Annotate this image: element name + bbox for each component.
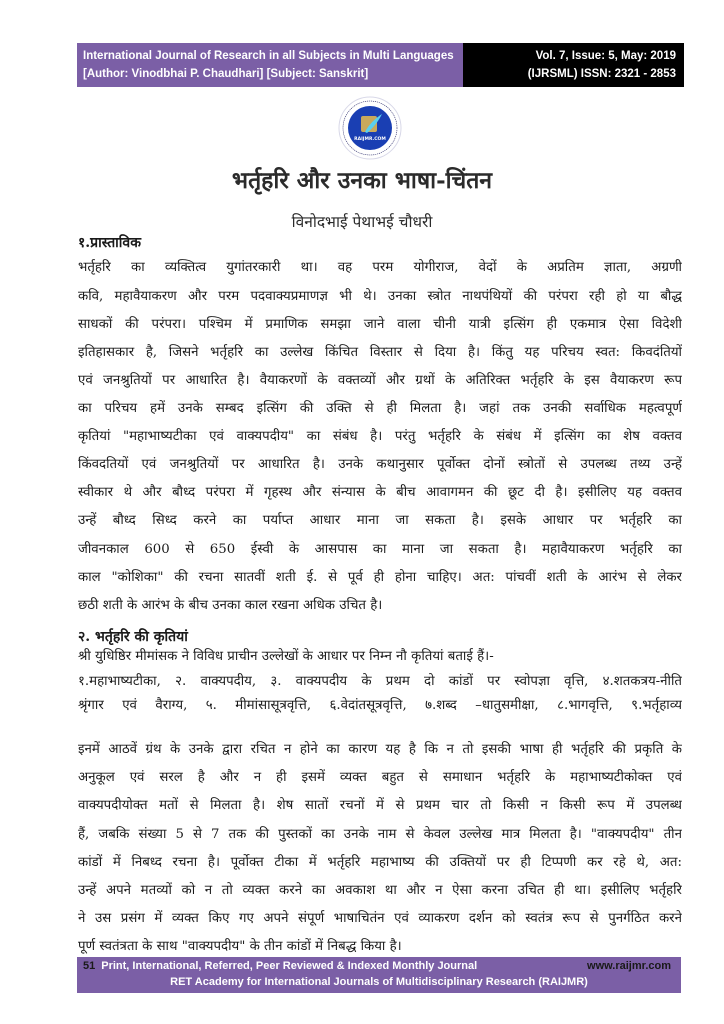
volume-issue: Vol. 7, Issue: 5, May: 2019 [535,50,676,62]
author-subject: [Author: Vinodbhai P. Chaudhari] [Subject: Sanskrit] [83,68,369,80]
journal-tagline: Print, International, Referred, Peer Reviewed & Indexed Monthly Journal [101,960,478,972]
paragraph-line: इतिहासकार है, जिसने भर्तृहरि का उल्लेख किंचित विस्तार से दिया है। किंतु यह परिचय स्वत: किवदंतियों [78,345,682,360]
page-number: 51 [83,960,96,972]
paragraph-line: जीवनकाल 600 से 650 ईस्वी के आसपास का माना जा सकता है। महावैयाकरण भर्तृहरि का [78,542,682,557]
paragraph-line: एवं जनश्रुतियों पर आधारित है। वैयाकरणों के वक्तव्यों और ग्रथों के अतिरिक्त भर्तृहरि के इस वैयाकरण रूप [78,373,682,388]
journal-footer [77,957,681,993]
journal-header-right [463,43,684,87]
journal-title: International Journal of Research in all Subjects in Multi Languages [83,50,454,62]
journal-header [77,43,684,87]
paragraph-line: का परिचय हमें उनके सम्बद इत्सिंग की उक्ति से ही मिलता है। जहां तक उनकी सर्वाधिक महत्वपूर्ण [78,401,682,416]
paragraph-line: पूर्ण स्वतंत्रता के साथ "वाक्यपदीय" के तीन कांडों में निबद्ध किया है। [78,939,402,954]
journal-url-link[interactable]: www.raijmr.com [587,960,671,972]
paragraph-line: श्री युधिष्ठिर मीमांसक ने विविध प्राचीन उल्लेखों के आधार पर निम्न नौ कृतियां बताई हैं।- [78,649,494,664]
paragraph-line: वाक्यपदीयोक्त मतों से मिलता है। शेष सातों रचनों में से प्रथम चार तो किसी न किसी रूप में उपलब्ध [78,798,682,813]
paragraph-line: स्वीकार थे और बौध्द परंपरा में गृहस्थ और संन्यास के बीच आवागमन की छूट दी है। इसीलिए यह वक्तव [78,485,682,500]
issn: (IJRSML) ISSN: 2321 - 2853 [527,68,676,80]
paragraph-line: साधकों की परंपरा। पश्चिम में प्रमाणिक समझा जाने वाला चीनी यात्री इत्सिंग ही एकमात्र ऐसा विदेशी [78,317,682,332]
paragraph-line: काल "कोशिका" की रचना सातवीं शती ई. से पूर्व ही होना चाहिए। अत: पांचवीं शती के आरंभ से लेकर [78,570,682,585]
paragraph-line: इनमें आठवें ग्रंथ के उनके द्वारा रचित न होने का कारण यह है कि न तो इसकी भाषा ही भर्तृहरि की प्रकृति के [78,742,682,757]
svg-text:RAIJMR.COM: RAIJMR.COM [354,137,386,142]
paragraph-line: कवि, महावैयाकरण और परम पदवाक्यप्रमाणज्ञ भी थे। उनका स्त्रोत नाथपंथियों की परंपरा रही हो या बौद्ध [78,289,682,304]
paragraph-line: कृतियां "महाभाष्यटीका एवं वाक्यपदीय" का संबंध है। परंतु भर्तृहरि के संबंध में इत्सिंग का शेष वक्तव [78,429,682,444]
paragraph-line: ने उस प्रसंग में व्यक्त किए गए अपने संपूर्ण भाषाचितंन एवं व्याकरण दर्शन को स्वतंत्र रूप से पुनर्गठित करने [78,911,682,926]
paragraph-line: १.महाभाष्यटीका, २. वाक्यपदीय, ३. वाक्यपदीय के प्रथम दो कांडों पर स्वोपज्ञा वृत्ति, ४.शतकत्रय-नीति [78,674,682,689]
paragraph-line: भर्तृहरि का व्यक्तित्व युगांतरकारी था। वह परम योगीराज, वेदों के अप्रतिम ज्ञाता, अग्रणी [78,260,682,275]
paragraph-line: छठी शती के आरंभ के बीच उनका काल रखना अधिक उचित है। [78,598,383,613]
paragraph-line: श्रृंगार एवं वैराग्य, ५. मीमांसासूत्रवृत्ति, ६.वेदांतसूत्रवृत्ति, ७.शब्द –धातुसमीक्षा, ८.भागवृत्ति, ९.भर्तृहाव्य [78,698,682,713]
section-heading-introduction: १.प्रास्ताविक [78,235,141,251]
article-title: भर्तृहरि और उनका भाषा-चिंतन [231,167,493,194]
paragraph-line: अनुकूल एवं सरल है और न ही इसमें व्यक्त बहुत से समाधान भर्तृहरि के महाभाष्यटीकोक्त एवं [78,770,682,785]
paragraph-line: हैं, जबकि संख्या 5 से 7 तक की पुस्तकों का उनके नाम से केवल उल्लेख मात्र मिलता है। "वाक्यपदीय" तीन [78,827,682,842]
paragraph-line: उन्हें बौध्द सिध्द करने का पर्याप्त आधार माना जा सकता है। इसके आधार पर भर्तृहरि का [78,513,682,528]
raijmr-seal-logo-icon [338,96,402,160]
article-author: विनोदभाई पेथाभई चौधरी [291,213,433,231]
section-heading-works: २. भर्तृहरि की कृतियां [78,629,188,645]
journal-header-left [77,43,463,87]
publisher-name: RET Academy for International Journals of Multidisciplinary Research (RAIJMR) [170,976,588,988]
paragraph-line: कांडों में निबध्द रचना है। पूर्वोक्त टीका में भर्तृहरि महाभाष्य की उक्तियों पर ही टिप्पणी कर रहे थे, अत: [78,855,682,870]
paragraph-line: उन्हें अपने मतव्यों को न तो व्यक्त करने का अवकाश था और न ऐसा करना उचित ही था। इसीलिए भर्तृहरि [78,883,682,898]
paragraph-line: किंवदतियों एवं जनश्रुतियों पर आधारित है। उनके कथानुसार पूर्वोक्त दोनों स्त्रोतों से उपलब्ध तथ्य उन्हें [78,457,682,472]
